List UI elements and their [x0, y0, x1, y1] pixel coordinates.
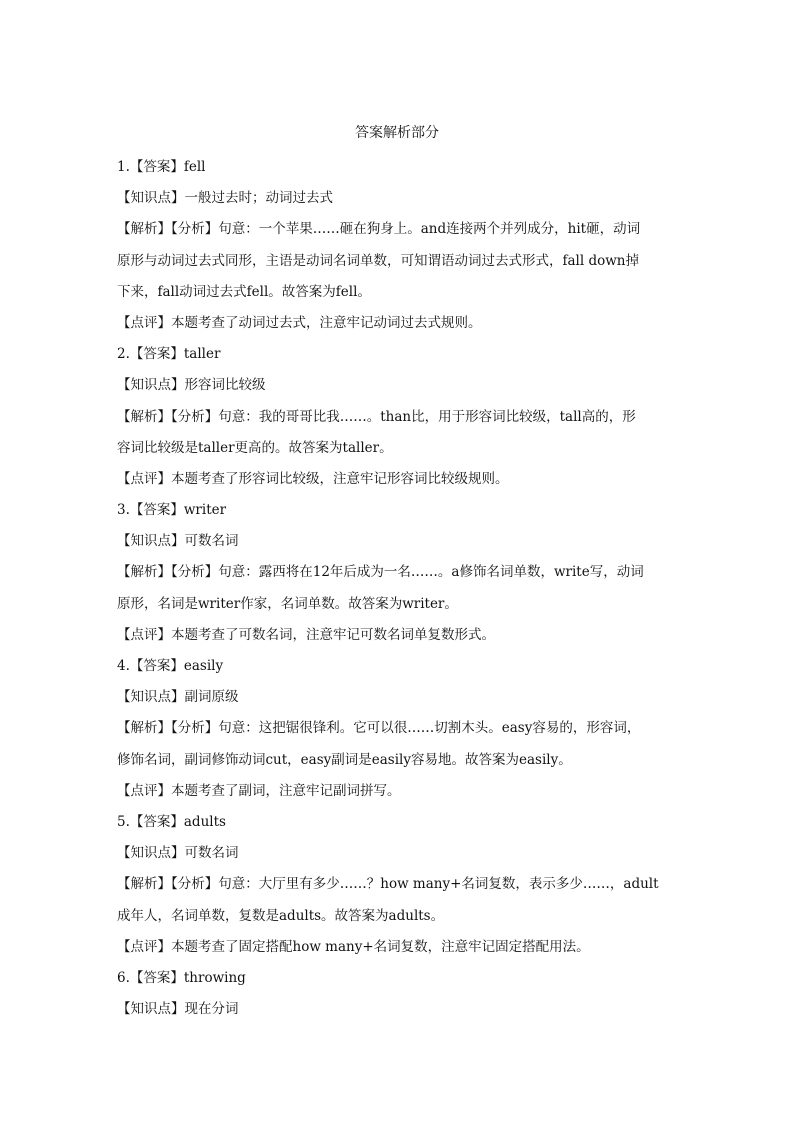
- answer-5: 5.【答案】adults: [117, 813, 226, 830]
- analysis-3-line-1: 【解析】【分析】句意：露西将在12年后成为一名……。a修饰名词单数，write写，动词: [117, 564, 644, 581]
- analysis-3-line-2: 原形，名词是writer作家，名词单数。故答案为writer。: [117, 595, 458, 612]
- answer-6: 6.【答案】throwing: [117, 969, 246, 986]
- answer-2: 2.【答案】taller: [117, 346, 221, 363]
- comment-5: 【点评】本题考查了固定搭配how many+名词复数，注意牢记固定搭配用法。: [117, 938, 590, 955]
- analysis-4-line-1: 【解析】【分析】句意：这把锯很锋利。它可以很……切割木头。easy容易的，形容词，: [117, 720, 641, 737]
- knowledge-point-5: 【知识点】可数名词: [117, 845, 239, 862]
- comment-3: 【点评】本题考查了可数名词，注意牢记可数名词单复数形式。: [117, 626, 495, 643]
- knowledge-point-1: 【知识点】一般过去时；动词过去式: [117, 190, 333, 207]
- analysis-1-line-1: 【解析】【分析】句意：一个苹果……砸在狗身上。and连接两个并列成分，hit砸，动词: [117, 221, 641, 238]
- analysis-2-line-1: 【解析】【分析】句意：我的哥哥比我……。than比，用于形容词比较级，tall高的，形: [117, 408, 636, 425]
- knowledge-point-4: 【知识点】副词原级: [117, 689, 239, 706]
- comment-2: 【点评】本题考查了形容词比较级，注意牢记形容词比较级规则。: [117, 470, 509, 487]
- analysis-5-line-2: 成年人，名词单数，复数是adults。故答案为adults。: [117, 907, 445, 924]
- answer-content: [117, 152, 677, 1025]
- comment-1: 【点评】本题考查了动词过去式，注意牢记动词过去式规则。: [117, 314, 482, 331]
- analysis-5-line-1: 【解析】【分析】句意：大厅里有多少……？how many+名词复数，表示多少……，adult: [117, 876, 659, 893]
- answer-3: 3.【答案】writer: [117, 502, 227, 519]
- analysis-2-line-2: 容词比较级是taller更高的。故答案为taller。: [117, 439, 393, 456]
- analysis-1-line-3: 下来，fall动词过去式fell。故答案为fell。: [117, 283, 371, 300]
- comment-4: 【点评】本题考查了副词，注意牢记副词拼写。: [117, 782, 401, 799]
- answer-4: 4.【答案】easily: [117, 658, 224, 674]
- section-title: 答案解析部分: [355, 125, 439, 141]
- answer-1: 1.【答案】fell: [117, 159, 206, 175]
- knowledge-point-2: 【知识点】形容词比较级: [117, 377, 266, 394]
- analysis-4-line-2: 修饰名词，副词修饰动词cut，easy副词是easily容易地。故答案为easily。: [117, 751, 572, 768]
- knowledge-point-6: 【知识点】现在分词: [117, 1001, 239, 1018]
- analysis-1-line-2: 原形与动词过去式同形，主语是动词名词单数，可知谓语动词过去式形式，fall down掉: [117, 252, 639, 269]
- knowledge-point-3: 【知识点】可数名词: [117, 533, 239, 550]
